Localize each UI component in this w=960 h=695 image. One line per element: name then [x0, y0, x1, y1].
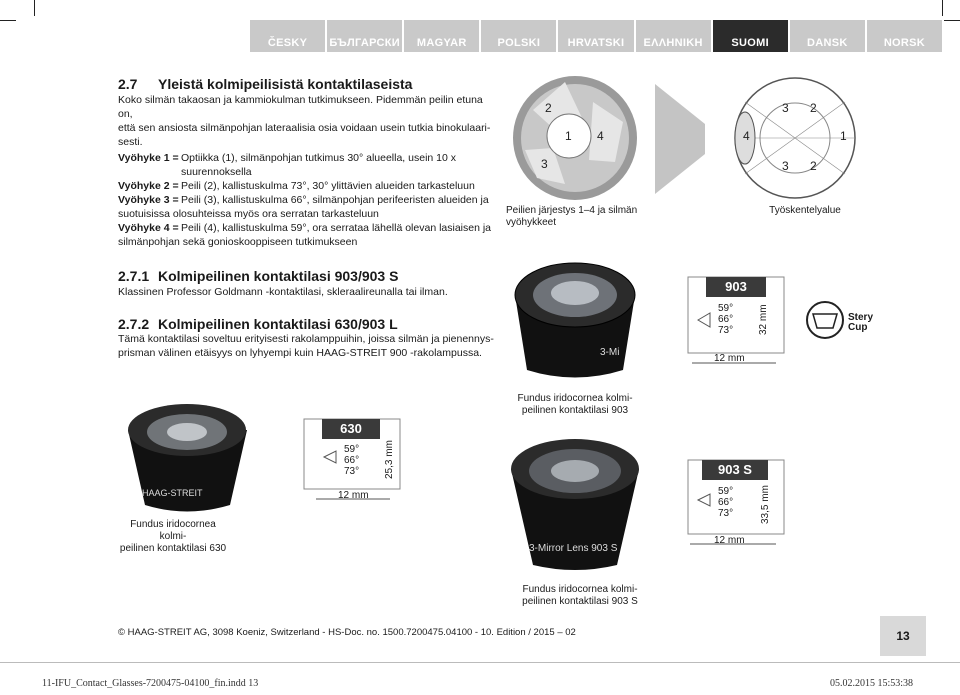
- lens-903-caption: Fundus iridocornea kolmi- peilinen kontaktilasi 903: [517, 393, 633, 416]
- crop-mark: [944, 20, 960, 21]
- mirror-label: 1: [565, 129, 572, 143]
- sub1-title: Kolmipeilinen kontaktilasi 903/903 S: [158, 268, 399, 284]
- spec-903s: [686, 458, 786, 548]
- zone-text: Peili (3), kallistuskulma 66°, silmänpohjan perifeeristen alueiden ja: [181, 194, 489, 206]
- page-number: 13: [880, 616, 926, 656]
- tab-cesky[interactable]: ČESKY: [250, 20, 325, 52]
- lens-engraving: HAAG-STREIT: [142, 488, 203, 498]
- spec-width: 12 mm: [338, 490, 369, 501]
- eye-label: 3: [782, 101, 789, 115]
- date-slug: 05.02.2015 15:53:38: [830, 678, 914, 689]
- zone-text-cont: silmänpohjan sekä gonioskooppiseen tutkimukseen: [118, 236, 358, 248]
- crop-mark: [34, 0, 35, 16]
- spec-angles: 59° 66° 73°: [718, 303, 734, 336]
- mirror-label: 2: [545, 101, 552, 115]
- zone-label: Vyöhyke 4 =: [118, 222, 179, 234]
- lens-engraving: 3-Mi: [600, 347, 620, 358]
- tab-hrvatski[interactable]: HRVATSKI: [558, 20, 633, 52]
- zone-label: Vyöhyke 1 =: [118, 152, 179, 164]
- tab-greek[interactable]: ΕΛΛΗΝΙΚΗ: [636, 20, 711, 52]
- zone-2: [118, 179, 508, 193]
- copyright: © HAAG-STREIT AG, 3098 Koeniz, Switzerland - HS-Doc. no. 1500.7200475.04100 - 10. Edition / 2015 – 02: [118, 627, 576, 638]
- tab-dansk[interactable]: DANSK: [790, 20, 865, 52]
- spec-angles: 59° 66° 73°: [718, 486, 734, 519]
- section-heading: [118, 76, 412, 92]
- spec-angles: 59° 66° 73°: [344, 444, 360, 477]
- tab-polski[interactable]: POLSKI: [481, 20, 556, 52]
- spec-height: 25,3 mm: [384, 440, 395, 479]
- stery-cup-label: Stery Cup: [848, 312, 874, 333]
- crop-mark: [0, 20, 16, 21]
- sub2-heading: [118, 316, 398, 332]
- sub2-text: [118, 332, 498, 360]
- section-number: 2.7: [118, 76, 138, 92]
- view-cone: [655, 84, 705, 194]
- lens-903-photo: [505, 255, 645, 385]
- lens-903s-photo: [505, 435, 645, 575]
- lens-630-caption: Fundus iridocornea kolmi- peilinen kontaktilasi 630: [119, 519, 227, 554]
- zone-text: suurennoksella: [181, 166, 252, 178]
- spec-width: 12 mm: [714, 535, 745, 546]
- sub1-number: 2.7.1: [118, 268, 150, 284]
- eye-caption: Työskentelyalue: [769, 205, 841, 216]
- tab-norsk[interactable]: NORSK: [867, 20, 942, 52]
- sub2-title: Kolmipeilinen kontaktilasi 630/903 L: [158, 316, 398, 332]
- zone-text: Peili (2), kallistuskulma 73°, 30° ylittävien alueiden tarkasteluun: [181, 180, 475, 192]
- footer-divider: [0, 662, 960, 663]
- spec-height: 32 mm: [758, 304, 769, 335]
- spec-title: 903 S: [702, 460, 768, 480]
- lens-engraving: 3-Mirror Lens 903 S: [529, 543, 618, 554]
- intro-line: Koko silmän takaosan ja kammiokulman tutkimukseen. Pidemmän peilin etuna on,: [118, 94, 483, 120]
- intro-line: sesti.: [118, 136, 143, 148]
- sub2-line: Tämä kontaktilasi soveltuu erityisesti rakolamppuihin, joissa silmän ja pienennys-: [118, 333, 494, 345]
- lens-903s-caption: Fundus iridocornea kolmi- peilinen kontaktilasi 903 S: [522, 584, 638, 607]
- zone-text: Peili (4), kallistuskulma 59°, ora serrataa lähellä olevan lasiaisen ja: [181, 222, 492, 234]
- spec-title: 630: [322, 419, 380, 439]
- tab-magyar[interactable]: MAGYAR: [404, 20, 479, 52]
- zone-text: Optiikka (1), silmänpohjan tutkimus 30° alueella, usein 10 x: [181, 152, 457, 164]
- zone-3: [118, 193, 508, 207]
- eye-label: 2: [810, 101, 817, 115]
- eye-label: 1: [840, 129, 847, 143]
- crop-mark: [942, 0, 943, 16]
- spec-height: 33,5 mm: [760, 485, 771, 524]
- eye-label: 3: [782, 159, 789, 173]
- sub2-line: prisman välinen etäisyys on lyhyempi kuin HAAG-STREIT 900 -rakolampussa.: [118, 347, 482, 359]
- language-tabs: [250, 20, 942, 52]
- spec-903: [686, 275, 786, 370]
- eye-zone-diagram: [655, 72, 860, 207]
- eye-label: 4: [743, 129, 750, 143]
- zone-list: [118, 151, 508, 249]
- section-title: Yleistä kolmipeilisistä kontaktilaseista: [158, 76, 413, 92]
- mirror-label: 4: [597, 129, 604, 143]
- spec-title: 903: [706, 277, 766, 297]
- file-slug: 11-IFU_Contact_Glasses-7200475-04100_fin.indd 13: [42, 678, 259, 689]
- tab-suomi[interactable]: SUOMI: [713, 20, 788, 52]
- sub1-text: Klassinen Professor Goldmann -kontaktilasi, skleraalireunalla tai ilman.: [118, 286, 448, 298]
- zone-label: Vyöhyke 3 =: [118, 194, 179, 206]
- sub2-number: 2.7.2: [118, 316, 150, 332]
- tab-bulgarian[interactable]: БЪЛГАРСКИ: [327, 20, 402, 52]
- mirror-caption: Peilien järjestys 1–4 ja silmän vyöhykkeet: [506, 205, 638, 228]
- spec-width: 12 mm: [714, 353, 745, 364]
- zone-text-cont: suotuisissa olosuhteissa myös ora serratan tarkasteluun: [118, 208, 379, 220]
- lens-630-photo: [120, 400, 255, 520]
- zone-1: [118, 151, 508, 179]
- sub1-heading: [118, 268, 398, 284]
- zone-label: Vyöhyke 2 =: [118, 180, 179, 192]
- zone-4: [118, 221, 508, 235]
- section-intro: [118, 93, 498, 149]
- mirror-order-diagram: [505, 72, 645, 207]
- spec-630: [302, 417, 402, 507]
- intro-line: että sen ansiosta silmänpohjan lateraalisia osia voidaan usein tutkia binokulaari-: [118, 122, 491, 134]
- stery-cup-icon: [805, 300, 845, 340]
- mirror-label: 3: [541, 157, 548, 171]
- eye-label: 2: [810, 159, 817, 173]
